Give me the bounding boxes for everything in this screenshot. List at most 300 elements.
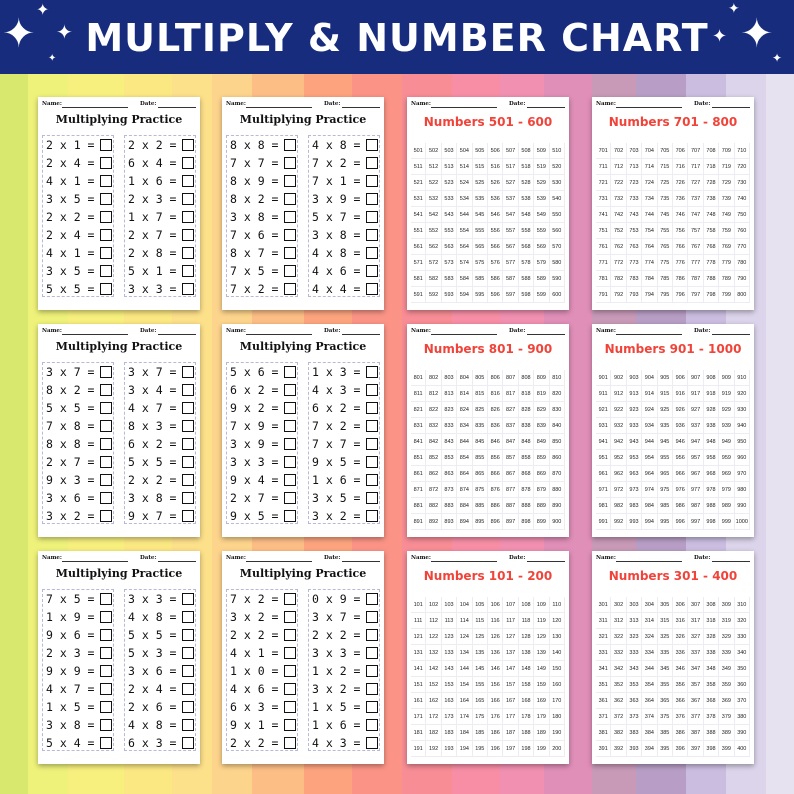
number-cell: 790 (735, 271, 750, 287)
date-field[interactable] (342, 561, 380, 562)
answer-box[interactable] (182, 211, 194, 223)
number-cell: 127 (503, 629, 518, 645)
number-cell: 581 (411, 271, 426, 287)
number-cell: 778 (704, 255, 719, 271)
answer-box[interactable] (182, 492, 194, 504)
name-field[interactable] (616, 107, 682, 108)
problem-expression: 9 x 5 = (312, 455, 361, 469)
multiplication-problem (309, 280, 381, 298)
answer-box[interactable] (284, 474, 296, 486)
answer-box[interactable] (366, 593, 378, 605)
number-cell: 377 (688, 709, 703, 725)
multiplication-problem (125, 608, 197, 626)
number-cell: 825 (473, 402, 488, 418)
multiplication-problem (309, 644, 381, 662)
name-field[interactable] (62, 334, 128, 335)
problem-expression: 8 x 2 = (46, 383, 95, 397)
answer-box[interactable] (182, 737, 194, 749)
answer-box[interactable] (366, 719, 378, 731)
number-cell: 874 (457, 482, 472, 498)
number-cell: 966 (673, 466, 688, 482)
number-cell: 400 (735, 741, 750, 757)
number-cell: 363 (627, 693, 642, 709)
answer-box[interactable] (100, 593, 112, 605)
name-field[interactable] (246, 561, 312, 562)
number-cell: 896 (488, 514, 503, 530)
problem-expression: 9 x 4 = (230, 473, 279, 487)
problem-expression: 7 x 7 = (312, 437, 361, 451)
number-chart-worksheet (592, 551, 754, 764)
name-field[interactable] (246, 107, 312, 108)
answer-box[interactable] (366, 611, 378, 623)
problem-column (124, 589, 196, 751)
sheet-header (596, 555, 750, 565)
number-cell: 594 (457, 287, 472, 303)
answer-box[interactable] (366, 193, 378, 205)
answer-box[interactable] (100, 647, 112, 659)
number-cell: 735 (658, 191, 673, 207)
answer-box[interactable] (284, 265, 296, 277)
number-cell: 158 (519, 677, 534, 693)
answer-box[interactable] (366, 492, 378, 504)
number-cell: 849 (534, 434, 549, 450)
number-cell: 183 (442, 725, 457, 741)
answer-box[interactable] (100, 157, 112, 169)
multiplication-problem (125, 363, 197, 381)
answer-box[interactable] (284, 157, 296, 169)
problem-expression: 6 x 2 = (128, 437, 177, 451)
answer-box[interactable] (366, 701, 378, 713)
date-field[interactable] (342, 334, 380, 335)
answer-box[interactable] (284, 510, 296, 522)
multiplication-worksheet (222, 551, 384, 764)
answer-box[interactable] (100, 737, 112, 749)
number-cell: 754 (642, 223, 657, 239)
number-cell: 559 (534, 223, 549, 239)
answer-box[interactable] (284, 665, 296, 677)
number-cell: 739 (719, 191, 734, 207)
date-label: Date: (324, 555, 341, 561)
number-cell: 758 (704, 223, 719, 239)
number-cell: 832 (426, 418, 441, 434)
answer-box[interactable] (284, 719, 296, 731)
answer-box[interactable] (100, 384, 112, 396)
date-field[interactable] (527, 107, 565, 108)
number-cell: 200 (550, 741, 565, 757)
answer-box[interactable] (284, 593, 296, 605)
number-cell: 117 (503, 613, 518, 629)
number-cell: 760 (735, 223, 750, 239)
number-cell: 191 (411, 741, 426, 757)
number-cell: 970 (735, 466, 750, 482)
date-field[interactable] (712, 107, 750, 108)
answer-box[interactable] (100, 211, 112, 223)
answer-box[interactable] (182, 265, 194, 277)
problem-expression: 3 x 8 = (128, 491, 177, 505)
multiplication-problem (125, 154, 197, 172)
problem-expression: 3 x 2 = (230, 610, 279, 624)
multiplication-problem (125, 190, 197, 208)
number-cell: 920 (735, 386, 750, 402)
number-cell: 812 (426, 386, 441, 402)
number-cell: 572 (426, 255, 441, 271)
answer-box[interactable] (366, 665, 378, 677)
number-cell: 123 (442, 629, 457, 645)
answer-box[interactable] (366, 683, 378, 695)
answer-box[interactable] (284, 438, 296, 450)
answer-box[interactable] (182, 229, 194, 241)
multiplication-problem (43, 154, 115, 172)
problem-expression: 7 x 2 = (312, 419, 361, 433)
number-cell: 987 (688, 498, 703, 514)
answer-box[interactable] (182, 175, 194, 187)
date-field[interactable] (158, 334, 196, 335)
number-cell: 912 (611, 386, 626, 402)
date-field[interactable] (527, 561, 565, 562)
number-cell: 372 (611, 709, 626, 725)
answer-box[interactable] (284, 139, 296, 151)
number-cell: 550 (550, 207, 565, 223)
name-field[interactable] (616, 561, 682, 562)
problem-expression: 4 x 8 = (312, 246, 361, 260)
number-cell: 745 (658, 207, 673, 223)
answer-box[interactable] (284, 402, 296, 414)
answer-box[interactable] (366, 229, 378, 241)
number-cell: 590 (550, 271, 565, 287)
number-cell: 996 (673, 514, 688, 530)
date-field[interactable] (158, 561, 196, 562)
answer-box[interactable] (182, 683, 194, 695)
number-cell: 537 (503, 191, 518, 207)
answer-box[interactable] (366, 384, 378, 396)
date-field[interactable] (527, 334, 565, 335)
number-cell: 178 (519, 709, 534, 725)
number-cell: 337 (688, 645, 703, 661)
answer-box[interactable] (100, 402, 112, 414)
number-cell: 597 (503, 287, 518, 303)
number-cell: 122 (426, 629, 441, 645)
answer-box[interactable] (284, 420, 296, 432)
number-cell: 523 (442, 175, 457, 191)
number-cell: 992 (611, 514, 626, 530)
number-cell: 910 (735, 370, 750, 386)
number-chart-title: Numbers 101 - 200 (423, 569, 553, 583)
answer-box[interactable] (366, 283, 378, 295)
multiplication-problem (227, 471, 299, 489)
number-cell: 932 (611, 418, 626, 434)
answer-box[interactable] (182, 629, 194, 641)
name-field[interactable] (431, 334, 497, 335)
answer-box[interactable] (182, 193, 194, 205)
number-cell: 118 (519, 613, 534, 629)
answer-box[interactable] (284, 492, 296, 504)
sparkle-icon: ✦ (56, 20, 73, 44)
problem-expression: 7 x 2 = (312, 156, 361, 170)
number-cell: 939 (719, 418, 734, 434)
number-grid (411, 370, 565, 530)
number-cell: 800 (735, 287, 750, 303)
multiplication-problem (43, 644, 115, 662)
multiplication-problem (309, 507, 381, 525)
answer-box[interactable] (100, 611, 112, 623)
answer-box[interactable] (100, 420, 112, 432)
number-cell: 936 (673, 418, 688, 434)
answer-box[interactable] (182, 402, 194, 414)
problem-expression: 3 x 6 = (46, 491, 95, 505)
number-chart-title: Numbers 901 - 1000 (604, 342, 742, 356)
number-cell: 554 (457, 223, 472, 239)
number-cell: 808 (519, 370, 534, 386)
number-cell: 186 (488, 725, 503, 741)
number-cell: 963 (627, 466, 642, 482)
number-cell: 311 (596, 613, 611, 629)
number-cell: 320 (735, 613, 750, 629)
answer-box[interactable] (366, 474, 378, 486)
number-cell: 558 (519, 223, 534, 239)
answer-box[interactable] (366, 157, 378, 169)
number-cell: 975 (658, 482, 673, 498)
answer-box[interactable] (366, 247, 378, 259)
answer-box[interactable] (366, 438, 378, 450)
answer-box[interactable] (284, 193, 296, 205)
answer-box[interactable] (100, 474, 112, 486)
answer-box[interactable] (182, 384, 194, 396)
answer-box[interactable] (100, 229, 112, 241)
number-grid (411, 597, 565, 757)
answer-box[interactable] (284, 629, 296, 641)
name-field[interactable] (431, 561, 497, 562)
answer-box[interactable] (100, 366, 112, 378)
number-cell: 915 (658, 386, 673, 402)
answer-box[interactable] (100, 510, 112, 522)
answer-box[interactable] (100, 283, 112, 295)
answer-box[interactable] (100, 438, 112, 450)
problem-expression: 1 x 6 = (128, 174, 177, 188)
number-cell: 732 (611, 191, 626, 207)
problem-expression: 5 x 6 = (230, 365, 279, 379)
answer-box[interactable] (366, 175, 378, 187)
number-cell: 555 (473, 223, 488, 239)
number-cell: 308 (704, 597, 719, 613)
number-cell: 130 (550, 629, 565, 645)
answer-box[interactable] (284, 283, 296, 295)
answer-box[interactable] (182, 647, 194, 659)
problem-expression: 4 x 7 = (46, 682, 95, 696)
answer-box[interactable] (284, 211, 296, 223)
date-field[interactable] (712, 334, 750, 335)
answer-box[interactable] (284, 229, 296, 241)
answer-box[interactable] (100, 683, 112, 695)
number-cell: 934 (642, 418, 657, 434)
number-cell: 310 (735, 597, 750, 613)
multiplication-problem (227, 226, 299, 244)
problem-expression: 3 x 3 = (128, 592, 177, 606)
number-cell: 949 (719, 434, 734, 450)
answer-box[interactable] (100, 265, 112, 277)
number-cell: 502 (426, 143, 441, 159)
answer-box[interactable] (100, 139, 112, 151)
number-cell: 525 (473, 175, 488, 191)
multiplication-worksheet (222, 324, 384, 537)
answer-box[interactable] (366, 402, 378, 414)
number-cell: 889 (534, 498, 549, 514)
number-cell: 757 (688, 223, 703, 239)
number-cell: 519 (534, 159, 549, 175)
answer-box[interactable] (366, 647, 378, 659)
date-field[interactable] (342, 107, 380, 108)
sparkle-icon: ✦ (728, 1, 740, 17)
name-field[interactable] (431, 107, 497, 108)
number-cell: 388 (704, 725, 719, 741)
answer-box[interactable] (366, 420, 378, 432)
number-cell: 876 (488, 482, 503, 498)
multiplication-problem (125, 208, 197, 226)
date-field[interactable] (158, 107, 196, 108)
number-cell: 905 (658, 370, 673, 386)
answer-box[interactable] (182, 456, 194, 468)
number-cell: 913 (627, 386, 642, 402)
answer-box[interactable] (100, 247, 112, 259)
number-cell: 396 (673, 741, 688, 757)
number-cell: 344 (642, 661, 657, 677)
problem-expression: 5 x 4 = (46, 736, 95, 750)
number-cell: 103 (442, 597, 457, 613)
number-cell: 541 (411, 207, 426, 223)
answer-box[interactable] (182, 438, 194, 450)
answer-box[interactable] (100, 193, 112, 205)
answer-box[interactable] (182, 247, 194, 259)
answer-box[interactable] (284, 737, 296, 749)
number-cell: 389 (719, 725, 734, 741)
number-cell: 736 (673, 191, 688, 207)
answer-box[interactable] (366, 366, 378, 378)
answer-box[interactable] (182, 366, 194, 378)
name-label: Name: (42, 555, 62, 561)
problem-expression: 7 x 1 = (312, 174, 361, 188)
answer-box[interactable] (284, 701, 296, 713)
number-cell: 882 (426, 498, 441, 514)
problem-expression: 3 x 9 = (312, 192, 361, 206)
answer-box[interactable] (182, 139, 194, 151)
number-cell: 943 (627, 434, 642, 450)
number-cell: 322 (611, 629, 626, 645)
number-cell: 518 (519, 159, 534, 175)
number-cell: 398 (704, 741, 719, 757)
answer-box[interactable] (284, 247, 296, 259)
number-cell: 148 (519, 661, 534, 677)
answer-box[interactable] (366, 629, 378, 641)
number-cell: 105 (473, 597, 488, 613)
number-cell: 345 (658, 661, 673, 677)
number-cell: 726 (673, 175, 688, 191)
answer-box[interactable] (182, 420, 194, 432)
number-cell: 547 (503, 207, 518, 223)
answer-box[interactable] (182, 474, 194, 486)
problem-column (226, 135, 298, 297)
answer-box[interactable] (182, 510, 194, 522)
number-cell: 956 (673, 450, 688, 466)
answer-box[interactable] (182, 701, 194, 713)
answer-box[interactable] (284, 647, 296, 659)
number-cell: 893 (442, 514, 457, 530)
answer-box[interactable] (366, 456, 378, 468)
number-cell: 506 (488, 143, 503, 159)
number-cell: 836 (488, 418, 503, 434)
name-field[interactable] (616, 334, 682, 335)
number-cell: 960 (735, 450, 750, 466)
name-label: Name: (226, 101, 246, 107)
name-field[interactable] (246, 334, 312, 335)
answer-box[interactable] (366, 211, 378, 223)
number-cell: 565 (473, 239, 488, 255)
answer-box[interactable] (182, 719, 194, 731)
answer-box[interactable] (284, 683, 296, 695)
number-cell: 580 (550, 255, 565, 271)
answer-box[interactable] (284, 175, 296, 187)
number-cell: 749 (719, 207, 734, 223)
answer-box[interactable] (182, 665, 194, 677)
sparkle-icon: ✦ (712, 26, 728, 47)
answer-box[interactable] (100, 492, 112, 504)
answer-box[interactable] (100, 175, 112, 187)
number-cell: 305 (658, 597, 673, 613)
number-cell: 313 (627, 613, 642, 629)
number-cell: 921 (596, 402, 611, 418)
number-cell: 501 (411, 143, 426, 159)
answer-box[interactable] (366, 139, 378, 151)
answer-box[interactable] (182, 283, 194, 295)
number-cell: 517 (503, 159, 518, 175)
number-cell: 513 (442, 159, 457, 175)
answer-box[interactable] (284, 611, 296, 623)
problem-expression: 1 x 6 = (312, 718, 361, 732)
number-cell: 738 (704, 191, 719, 207)
answer-box[interactable] (182, 157, 194, 169)
name-field[interactable] (62, 561, 128, 562)
answer-box[interactable] (100, 719, 112, 731)
answer-box[interactable] (100, 629, 112, 641)
answer-box[interactable] (366, 265, 378, 277)
answer-box[interactable] (100, 665, 112, 677)
number-cell: 599 (534, 287, 549, 303)
answer-box[interactable] (182, 593, 194, 605)
answer-box[interactable] (182, 611, 194, 623)
number-cell: 775 (658, 255, 673, 271)
number-cell: 872 (426, 482, 441, 498)
number-cell: 953 (627, 450, 642, 466)
answer-box[interactable] (284, 366, 296, 378)
problem-expression: 2 x 2 = (128, 473, 177, 487)
answer-box[interactable] (100, 701, 112, 713)
multiplication-problem (43, 417, 115, 435)
number-cell: 880 (550, 482, 565, 498)
answer-box[interactable] (284, 456, 296, 468)
number-cell: 916 (673, 386, 688, 402)
name-field[interactable] (62, 107, 128, 108)
date-field[interactable] (712, 561, 750, 562)
answer-box[interactable] (284, 384, 296, 396)
number-cell: 840 (550, 418, 565, 434)
answer-box[interactable] (366, 737, 378, 749)
number-cell: 189 (534, 725, 549, 741)
answer-box[interactable] (100, 456, 112, 468)
number-cell: 965 (658, 466, 673, 482)
number-cell: 733 (627, 191, 642, 207)
problem-expression: 9 x 5 = (230, 509, 279, 523)
number-cell: 901 (596, 370, 611, 386)
answer-box[interactable] (366, 510, 378, 522)
multiplication-problem (227, 734, 299, 752)
